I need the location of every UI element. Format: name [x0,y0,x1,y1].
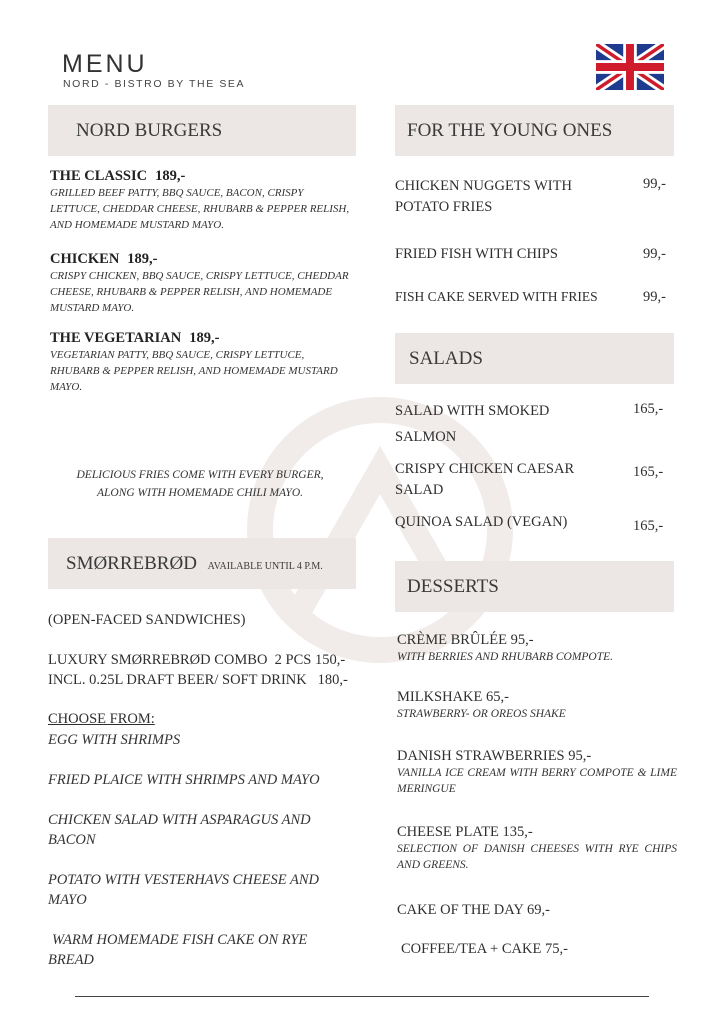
footer-divider [75,996,649,997]
sandwich-option: EGG WITH SHRIMPS [48,732,181,748]
burgers-heading: NORD BURGERS [76,119,223,141]
item-price: 69,- [526,902,550,918]
smorrebrod-availability: AVAILABLE UNTIL 4 P.M. [207,560,323,572]
item-price: 135,- [502,824,533,840]
sandwich-option: FRIED PLAICE WITH SHRIMPS AND MAYO [48,772,320,788]
menu-item-price: 165,- [633,464,664,480]
dessert-item [397,632,677,665]
menu-item-chicken [50,250,350,316]
menu-item-classic [50,167,350,233]
page-subtitle: NORD - BISTRO BY THE SEA [63,78,246,90]
dessert-item [401,941,568,958]
smorrebrod-heading: SMØRREBRØD [66,552,197,574]
item-description: SELECTION OF DANISH CHEESES WITH RYE CHIPS AND GREENS. [397,843,677,871]
menu-item-name: CRISPY CHICKEN CAESAR SALAD [395,461,575,498]
item-name: THE CLASSIC [50,168,148,184]
choose-from-label: CHOOSE FROM: [48,711,155,727]
item-name: CAKE OF THE DAY [397,902,524,918]
item-name: COFFEE/TEA + CAKE [401,941,542,957]
uk-flag-icon [596,44,664,90]
menu-item-vegetarian [50,329,350,395]
menu-item-price: 165,- [633,518,664,534]
item-name: THE VEGETARIAN [50,330,182,346]
dessert-item [397,902,550,919]
section-header-burgers [48,105,356,156]
section-header-young-ones [395,105,674,156]
menu-item-name: QUINOA SALAD (VEGAN) [395,514,568,530]
fries-note: DELICIOUS FRIES COME WITH EVERY BURGER, ALONG WITH HOMEMADE CHILI MAYO. [76,469,324,499]
desserts-heading: DESSERTS [407,575,499,597]
item-price: 189,- [127,251,158,267]
item-price: 189,- [155,168,186,184]
item-name: DANISH STRAWBERRIES [397,748,565,764]
sandwich-option: CHICKEN SALAD WITH ASPARAGUS AND BACON [48,812,311,848]
combo-line-2: INCL. 0.25L DRAFT BEER/ SOFT DRINK 180,- [48,672,348,688]
menu-item-price: 99,- [643,176,666,192]
dessert-item [397,748,677,797]
menu-item-name: SALAD WITH SMOKED SALMON [395,403,550,445]
item-description: WITH BERRIES AND RHUBARB COMPOTE. [397,651,614,663]
open-faced-label: (OPEN-FACED SANDWICHES) [48,612,246,628]
menu-item-name: FRIED FISH WITH CHIPS [395,246,558,262]
item-name: MILKSHAKE [397,689,483,705]
item-price: 95,- [568,748,592,764]
item-price: 65,- [486,689,509,705]
dessert-item [397,824,677,873]
menu-item-price: 165,- [633,401,664,417]
young-heading: FOR THE YOUNG ONES [407,119,613,141]
section-header-desserts [395,561,674,612]
section-header-smorrebrod [48,538,356,589]
item-price: 95,- [510,632,534,648]
salads-heading: SALADS [409,347,483,369]
item-description: STRAWBERRY- OR OREOS SHAKE [397,708,566,720]
item-description: VANILLA ICE CREAM WITH BERRY COMPOTE & LIME MERINGUE [397,767,677,795]
item-name: CHEESE PLATE [397,824,499,840]
menu-item-price: 99,- [643,246,666,262]
menu-item-name: FISH CAKE SERVED WITH FRIES [395,289,598,304]
item-name: CRÈME BRÛLÉE [397,632,507,648]
menu-item-name: CHICKEN NUGGETS WITH POTATO FRIES [395,178,572,215]
dessert-item [397,689,677,722]
item-description: GRILLED BEEF PATTY, BBQ SAUCE, BACON, CRISPY LETTUCE, CHEDDAR CHEESE, RHUBARB & PEPPER RELISH, AND HOMEMADE MUSTARD MAYO. [50,187,350,231]
combo-line-1: LUXURY SMØRREBRØD COMBO 2 PCS 150,- [48,652,346,668]
item-description: CRISPY CHICKEN, BBQ SAUCE, CRISPY LETTUCE, CHEDDAR CHEESE, RHUBARB & PEPPER RELISH, AND HOMEMADE MUSTARD MAYO. [50,270,349,314]
item-price: 189,- [189,330,220,346]
section-header-salads [395,333,674,384]
sandwich-option: POTATO WITH VESTERHAVS CHEESE AND MAYO [48,872,320,908]
page-title: MENU [62,50,148,78]
item-price: 75,- [544,941,568,957]
menu-item-price: 99,- [643,289,666,305]
item-name: CHICKEN [50,251,120,267]
sandwich-option: WARM HOMEMADE FISH CAKE ON RYE BREAD [48,932,308,968]
item-description: VEGETARIAN PATTY, BBQ SAUCE, CRISPY LETTUCE, RHUBARB & PEPPER RELISH, AND HOMEMADE MUSTARD MAYO. [50,349,338,393]
